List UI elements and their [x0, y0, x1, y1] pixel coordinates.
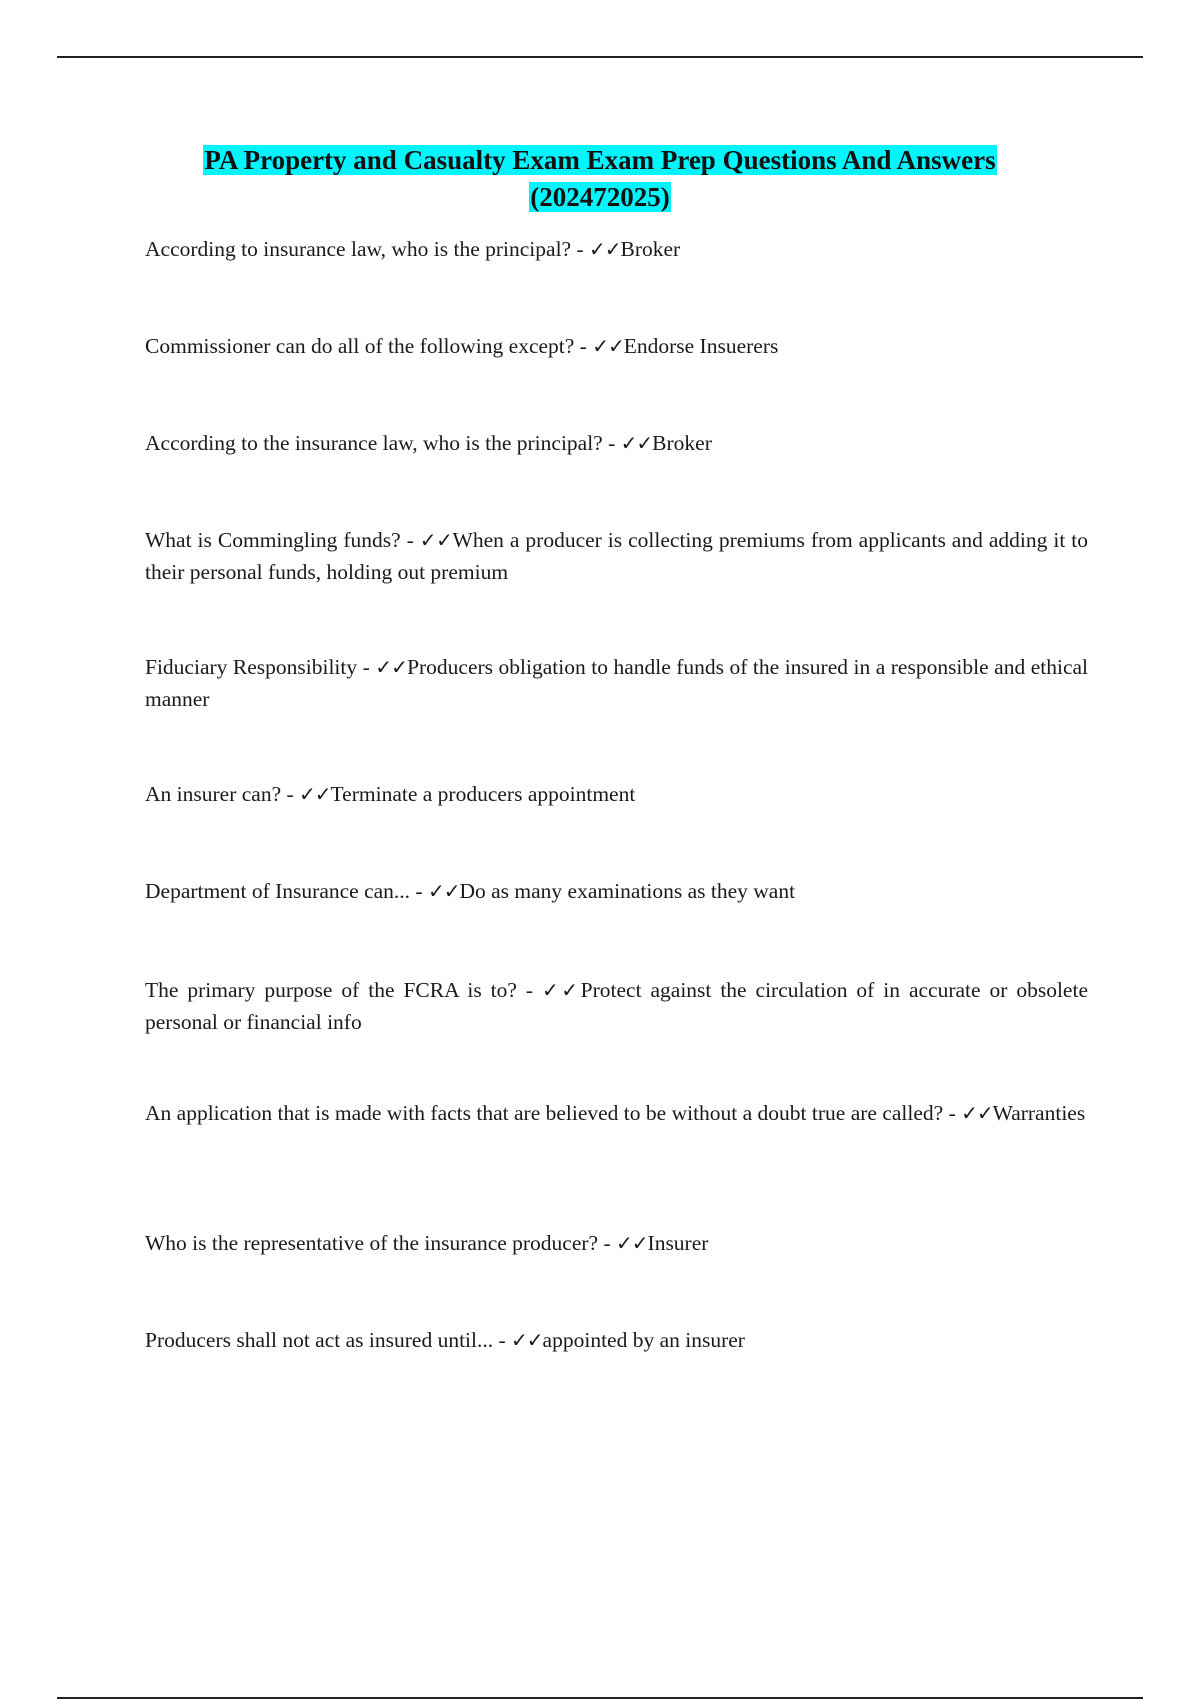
qa-item	[145, 330, 1088, 362]
answer-text: Protect against the circulation of in accurate or obsolete personal or financial info	[145, 978, 1088, 1034]
answer-text: Producers obligation to handle funds of the insured in a responsible and ethical manner	[145, 655, 1089, 711]
qa-item	[145, 524, 1088, 588]
double-check-icon: ✓✓	[375, 655, 408, 679]
title-line-2: (202472025)	[530, 182, 670, 212]
qa-item	[145, 651, 1088, 715]
double-check-icon: ✓✓	[616, 1231, 648, 1255]
qa-item	[145, 974, 1088, 1038]
qa-item	[145, 233, 1088, 265]
question-text: Producers shall not act as insured until... -	[145, 1328, 512, 1352]
question-text: An insurer can? -	[145, 782, 300, 806]
answer-text: Do as many examinations as they want	[459, 879, 796, 903]
double-check-icon: ✓✓	[541, 978, 581, 1002]
header-rule	[57, 56, 1143, 58]
qa-item	[145, 427, 1088, 459]
answer-text: Broker	[620, 237, 681, 261]
question-text: Department of Insurance can... -	[145, 879, 428, 903]
question-text: An application that is made with facts that are believed to be without a doubt true are called? -	[145, 1101, 962, 1125]
answer-text: appointed by an insurer	[542, 1328, 745, 1352]
qa-item	[145, 1227, 1088, 1259]
answer-text: Insurer	[647, 1231, 709, 1255]
qa-item	[145, 1097, 1088, 1129]
double-check-icon: ✓✓	[589, 237, 621, 261]
double-check-icon: ✓✓	[511, 1328, 543, 1352]
question-text: According to the insurance law, who is the principal? -	[145, 431, 621, 455]
answer-text: Terminate a producers appointment	[330, 782, 636, 806]
qa-item	[145, 1324, 1088, 1356]
question-text: What is Commingling funds? -	[145, 528, 420, 552]
title-line-1: PA Property and Casualty Exam Exam Prep Questions And Answers	[204, 145, 996, 175]
question-text: Commissioner can do all of the following except? -	[145, 334, 593, 358]
double-check-icon: ✓✓	[299, 782, 331, 806]
answer-text: When a producer is collecting premiums from applicants and adding it to their personal funds, holding out premium	[145, 528, 1089, 584]
double-check-icon: ✓✓	[592, 334, 624, 358]
double-check-icon: ✓✓	[419, 528, 453, 552]
qa-item	[145, 778, 1088, 810]
answer-text: Warranties	[992, 1101, 1086, 1125]
qa-item	[145, 875, 1088, 907]
question-text: According to insurance law, who is the principal? -	[145, 237, 589, 261]
double-check-icon: ✓✓	[620, 431, 653, 455]
answer-text: Endorse Insuerers	[623, 334, 779, 358]
document-title	[100, 142, 1100, 216]
question-text: The primary purpose of the FCRA is to? -	[145, 978, 542, 1002]
question-text: Who is the representative of the insurance producer? -	[145, 1231, 617, 1255]
double-check-icon: ✓✓	[961, 1101, 993, 1125]
question-text: Fiduciary Responsibility -	[145, 655, 376, 679]
footer-rule	[57, 1697, 1143, 1699]
answer-text: Broker	[652, 431, 712, 455]
double-check-icon: ✓✓	[427, 879, 460, 903]
